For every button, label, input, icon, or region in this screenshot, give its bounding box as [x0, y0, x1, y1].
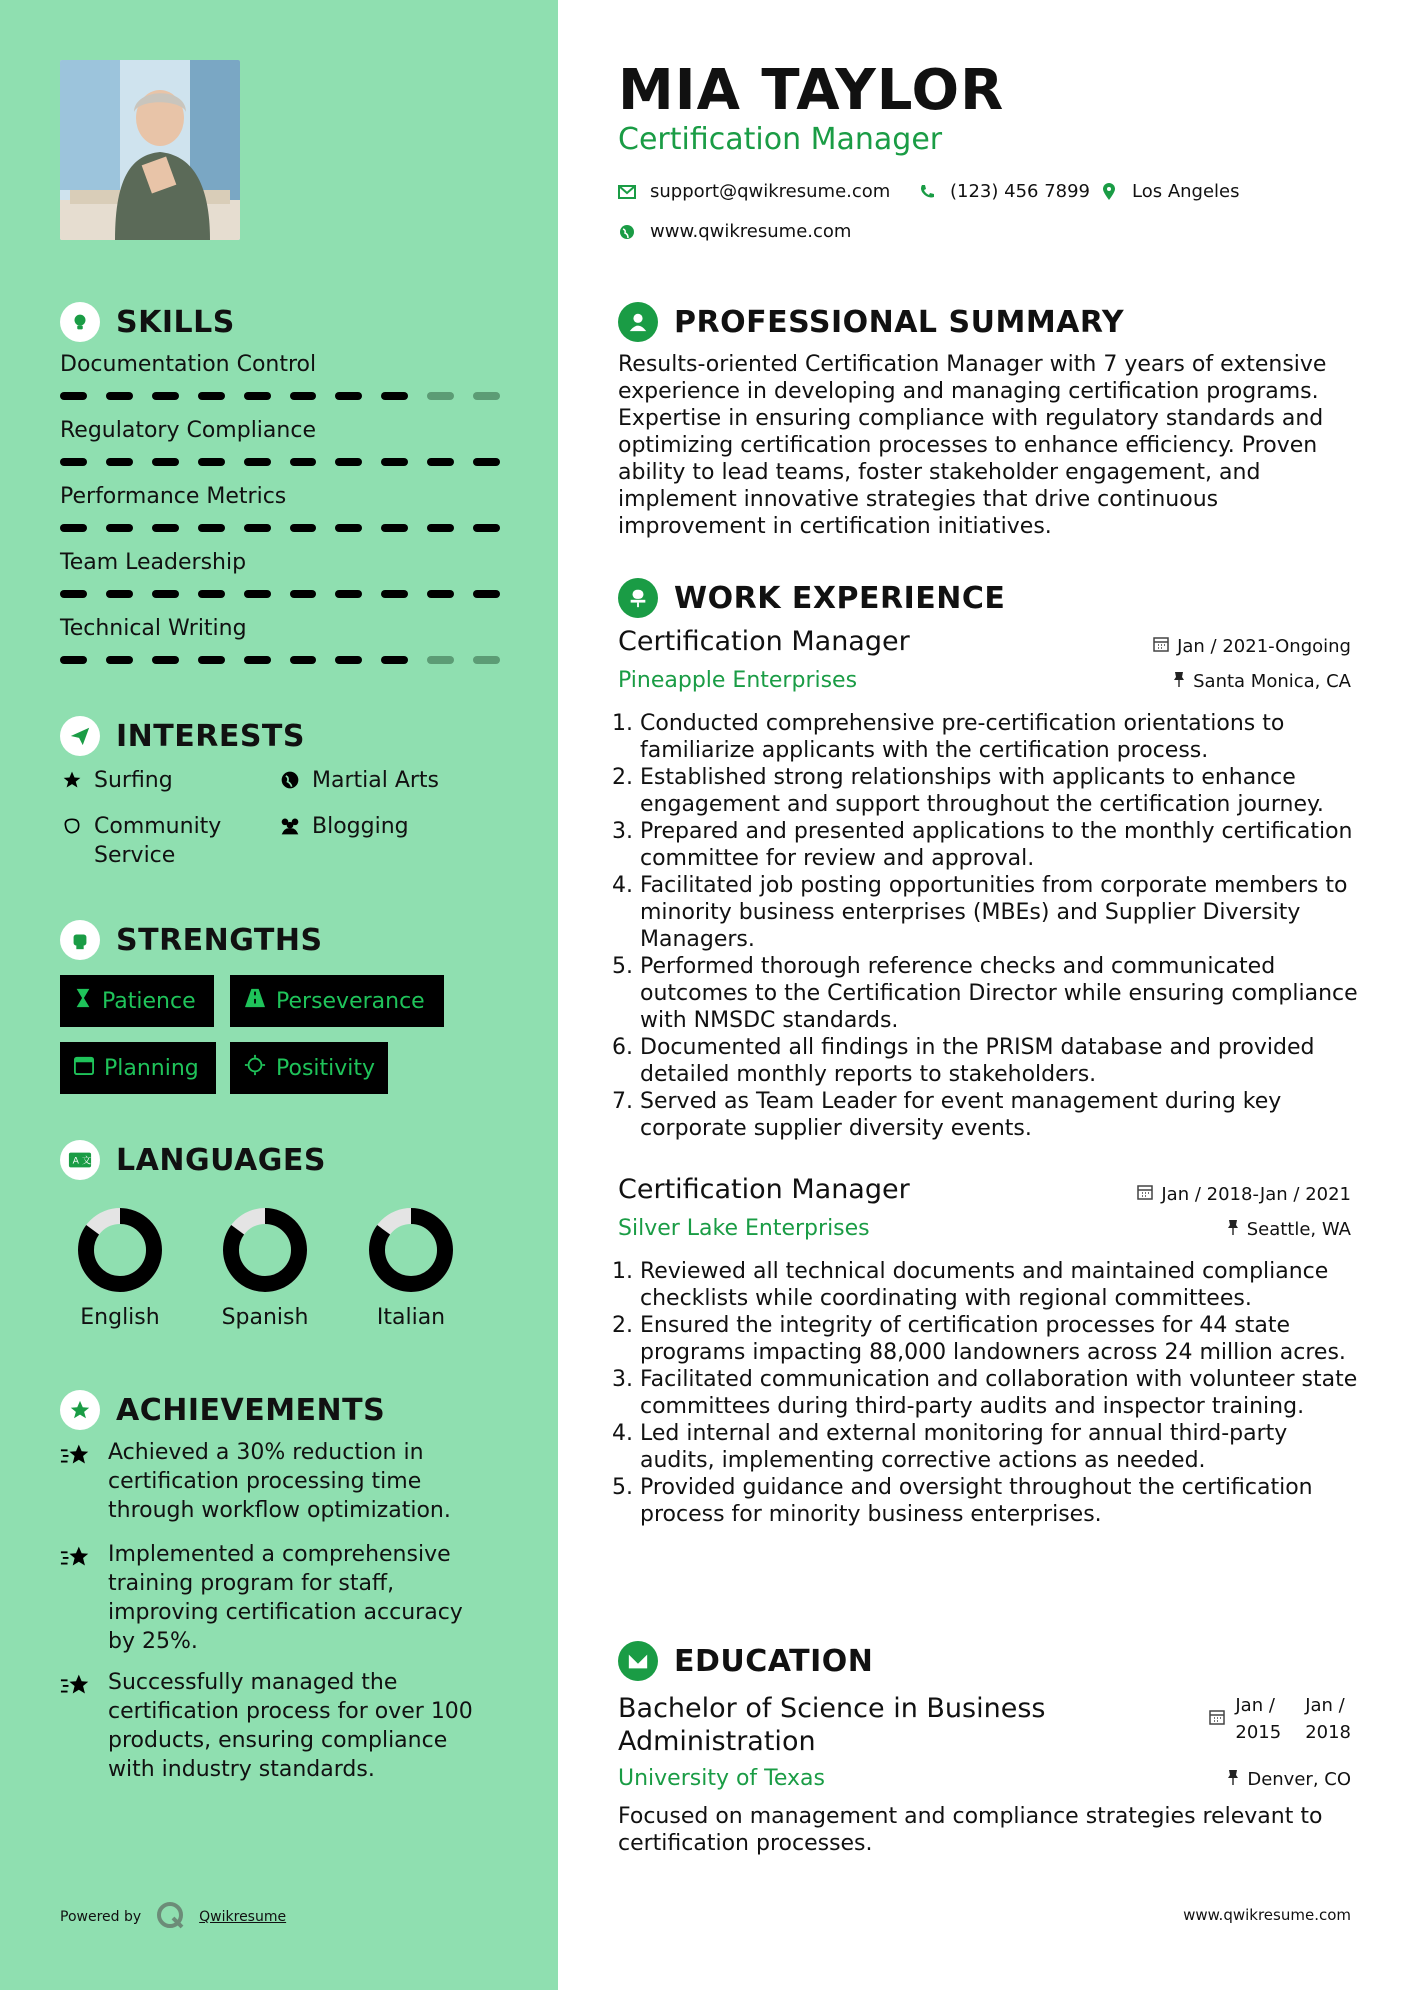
start-year: 2015 [1235, 1722, 1282, 1743]
contact-website[interactable] [618, 221, 851, 242]
education-start [1235, 1692, 1281, 1746]
skill-dash [473, 524, 500, 532]
language-ring [366, 1205, 456, 1295]
list-item: 5. Performed thorough reference checks and communicated outcomes to the Certification Director while ensuring compliance with NMSDC standards. [640, 953, 1358, 1034]
location-text: Los Angeles [1132, 181, 1240, 202]
skill-dash [198, 524, 225, 532]
road-icon [244, 988, 266, 1014]
language-ring [220, 1205, 310, 1295]
strength-tag [230, 975, 444, 1027]
interests-title: INTERESTS [116, 718, 305, 754]
pushpin-icon [1227, 1219, 1239, 1240]
education-heading [618, 1641, 873, 1681]
summary-text: Results-oriented Certification Manager with 7 years of extensive experience in developing and managing certification programs. Expertise in ensuring compliance with regulatory standards and optimizing certification processes to enhance efficiency. Proven ability to lead teams, foster stakeholder engagement, and implement innovative strategies that drive continuous improvement in certification initiatives. [618, 352, 1327, 539]
list-item: 1. Conducted comprehensive pre-certification orientations to familiarize applicants with the certification process. [640, 710, 1358, 764]
skill-item [60, 484, 500, 532]
skill-dash [381, 458, 408, 466]
interest-item [278, 812, 409, 841]
interest-label: Martial Arts [312, 768, 440, 793]
star-icon [60, 766, 84, 795]
email-text: support@qwikresume.com [650, 181, 891, 202]
powered-by [60, 1900, 286, 1934]
skill-dash [106, 656, 133, 664]
list-item: 2. Ensured the integrity of certification processes for 44 state programs impacting 88,000 landowners across 24 million acres. [640, 1312, 1358, 1366]
profile-photo [60, 60, 240, 240]
strength-label: Positivity [276, 1055, 376, 1081]
calendar-icon [1209, 1709, 1225, 1730]
degree-line: Bachelor of Science in Business [618, 1693, 1046, 1724]
skill-level-bar [60, 392, 500, 400]
job-location [1173, 671, 1351, 692]
skill-dash [244, 590, 271, 598]
achievements-heading [60, 1390, 385, 1430]
list-item: 4. Led internal and external monitoring for annual third-party audits, implementing corrective actions as needed. [640, 1420, 1358, 1474]
skill-dash [244, 524, 271, 532]
education-end [1305, 1692, 1351, 1746]
skill-dash [198, 656, 225, 664]
globe-icon [618, 224, 636, 240]
interest-label: Blogging [312, 814, 409, 839]
skill-dash [473, 458, 500, 466]
globe-icon [278, 766, 302, 795]
interest-item [60, 766, 173, 795]
interests-heading [60, 716, 305, 756]
main-content [558, 0, 1407, 1990]
skill-item [60, 418, 500, 466]
interest-label: Community Service [94, 814, 222, 868]
education-title: EDUCATION [674, 1643, 874, 1679]
skill-dash [290, 458, 317, 466]
users-icon [278, 812, 302, 841]
job-company: Pineapple Enterprises [618, 668, 858, 693]
skill-level-bar [60, 458, 500, 466]
list-item: 4. Facilitated job posting opportunities from corporate members to minority business enterprises (MBEs) and Supplier Diversity Managers. [640, 872, 1358, 953]
qwikresume-logo-icon [155, 1900, 185, 1934]
skills-heading [60, 302, 235, 342]
contact-phone[interactable] [918, 181, 1090, 202]
list-item: 3. Facilitated communication and collaboration with volunteer state committees during third-party audits and inspector training. [640, 1366, 1358, 1420]
end-year: 2018 [1305, 1722, 1351, 1743]
skill-level-bar [60, 524, 500, 532]
summary-title: PROFESSIONAL SUMMARY [674, 304, 1125, 340]
skill-dash [290, 656, 317, 664]
skill-label: Team Leadership [60, 550, 247, 575]
website-text: www.qwikresume.com [650, 221, 852, 242]
language-item [351, 1205, 471, 1330]
medal-icon [60, 1390, 100, 1430]
paper-plane-icon [60, 716, 100, 756]
summary-heading [618, 302, 1124, 342]
hand-icon [60, 812, 84, 870]
list-item: 6. Documented all findings in the PRISM database and provided detailed monthly reports to stakeholders. [640, 1034, 1358, 1088]
interest-label: Surfing [94, 768, 173, 793]
achievement-text: Implemented a comprehensive training program for staff, improving certification accuracy by 25%. [108, 1542, 463, 1654]
strength-label: Planning [104, 1055, 199, 1081]
phone-text: (123) 456 7899 [950, 181, 1091, 202]
calendar-icon [1137, 1184, 1153, 1205]
skill-dash [290, 392, 317, 400]
lightbulb-icon [60, 302, 100, 342]
skill-level-bar [60, 590, 500, 598]
skill-dash [335, 656, 362, 664]
contact-email[interactable] [618, 181, 890, 202]
phone-icon [918, 184, 936, 200]
skill-dash [198, 458, 225, 466]
achievement-item [60, 1540, 490, 1656]
school-name: University of Texas [618, 1766, 825, 1791]
language-label: Spanish [221, 1305, 309, 1330]
job-title: Certification Manager [618, 1174, 910, 1205]
skill-dash [381, 392, 408, 400]
strength-label: Patience [102, 988, 196, 1014]
translate-icon [60, 1140, 100, 1180]
education-dates [1209, 1692, 1351, 1746]
pushpin-icon [1173, 671, 1185, 692]
skill-dash [60, 458, 87, 466]
skill-dash [152, 524, 179, 532]
education-location-text: Denver, CO [1247, 1769, 1351, 1790]
strengths-heading [60, 920, 323, 960]
strength-tag [230, 1042, 388, 1094]
start-month: Jan / [1235, 1695, 1275, 1716]
achievement-item [60, 1668, 490, 1784]
job-title: Certification Manager [618, 626, 910, 657]
job-dates-text: Jan / 2018-Jan / 2021 [1161, 1184, 1351, 1205]
strength-tag [60, 975, 214, 1027]
skill-dash [198, 590, 225, 598]
skill-label: Regulatory Compliance [60, 418, 316, 443]
skill-dash [60, 524, 87, 532]
skill-dash [427, 392, 454, 400]
education-location [1227, 1769, 1351, 1790]
skill-dash [106, 458, 133, 466]
job-dates [1153, 636, 1351, 657]
svg-text:文: 文 [81, 1155, 92, 1167]
skill-dash [152, 590, 179, 598]
pushpin-icon [1227, 1769, 1239, 1790]
job-bullets [618, 1258, 1358, 1528]
job-dates [1137, 1184, 1351, 1205]
skill-dash [335, 524, 362, 532]
powered-by-label: Powered by [60, 1909, 142, 1925]
list-item: 7. Served as Team Leader for event management during key corporate supplier diversity events. [640, 1088, 1358, 1142]
skill-dash [290, 590, 317, 598]
experience-heading [618, 578, 1005, 618]
skills-title: SKILLS [116, 304, 235, 340]
skill-dash [60, 392, 87, 400]
interest-item [60, 812, 260, 870]
skill-dash [335, 590, 362, 598]
skill-dash [152, 656, 179, 664]
skill-dash [290, 524, 317, 532]
achievement-item [60, 1438, 490, 1525]
degree-line: Administration [618, 1726, 816, 1757]
brand-link[interactable]: Qwikresume [199, 1909, 287, 1925]
achievements-title: ACHIEVEMENTS [116, 1392, 386, 1428]
skill-dash [244, 392, 271, 400]
list-item: 1. Reviewed all technical documents and maintained compliance checklists while coordinating with regional committees. [640, 1258, 1358, 1312]
achievement-text: Successfully managed the certification process for over 100 products, ensuring compliance with industry standards. [108, 1670, 473, 1782]
svg-text:A: A [72, 1155, 79, 1167]
sun-icon [244, 1054, 266, 1082]
skill-level-bar [60, 656, 500, 664]
candidate-role: Certification Manager [618, 122, 943, 157]
map-pin-icon [1100, 183, 1118, 201]
job-location-text: Santa Monica, CA [1193, 671, 1351, 692]
candidate-name: MIA TAYLOR [618, 58, 1005, 123]
language-item [205, 1205, 325, 1330]
list-item: 2. Established strong relationships with applicants to enhance engagement and support throughout the certification journey. [640, 764, 1358, 818]
star-badge-icon [60, 1540, 94, 1656]
strength-tag [60, 1042, 216, 1094]
skill-dash [60, 656, 87, 664]
language-item [60, 1205, 180, 1330]
skill-dash [152, 458, 179, 466]
skill-label: Technical Writing [60, 616, 247, 641]
interest-item [278, 766, 439, 795]
calendar-icon [1153, 636, 1169, 657]
language-label: English [80, 1305, 160, 1330]
fist-icon [60, 920, 100, 960]
education-description: Focused on management and compliance strategies relevant to certification processes. [618, 1804, 1323, 1856]
experience-title: WORK EXPERIENCE [674, 580, 1006, 616]
skill-dash [473, 392, 500, 400]
skill-dash [427, 590, 454, 598]
language-ring [75, 1205, 165, 1295]
skill-item [60, 550, 500, 598]
star-badge-icon [60, 1438, 94, 1525]
skill-dash [473, 590, 500, 598]
skill-dash [106, 392, 133, 400]
languages-title: LANGUAGES [116, 1142, 326, 1178]
skill-dash [381, 590, 408, 598]
contact-location [1100, 181, 1240, 202]
skill-label: Documentation Control [60, 352, 317, 377]
end-month: Jan / [1305, 1695, 1345, 1716]
job-bullets [618, 710, 1358, 1142]
skill-dash [427, 524, 454, 532]
list-item: 3. Prepared and presented applications to the monthly certification committee for review and approval. [640, 818, 1358, 872]
skill-dash [244, 656, 271, 664]
strengths-title: STRENGTHS [116, 922, 323, 958]
skill-dash [427, 458, 454, 466]
skill-dash [244, 458, 271, 466]
skill-dash [106, 524, 133, 532]
star-badge-icon [60, 1668, 94, 1784]
graduate-icon [618, 1641, 658, 1681]
skill-dash [381, 656, 408, 664]
skill-dash [427, 656, 454, 664]
skill-dash [335, 392, 362, 400]
envelope-icon [618, 185, 636, 199]
job-dates-text: Jan / 2021-Ongoing [1177, 636, 1351, 657]
skill-dash [152, 392, 179, 400]
skill-dash [473, 656, 500, 664]
sidebar [0, 0, 558, 1990]
job-location [1227, 1219, 1351, 1240]
user-icon [618, 302, 658, 342]
language-label: Italian [376, 1305, 446, 1330]
skill-dash [106, 590, 133, 598]
achievement-text: Achieved a 30% reduction in certification processing time through workflow optimization. [108, 1440, 451, 1523]
skill-dash [60, 590, 87, 598]
job-company: Silver Lake Enterprises [618, 1216, 870, 1241]
degree-title [618, 1692, 1045, 1758]
footer-url[interactable]: www.qwikresume.com [1183, 1906, 1351, 1924]
skill-item [60, 616, 500, 664]
calendar-icon [74, 1055, 94, 1081]
skill-dash [335, 458, 362, 466]
skill-dash [198, 392, 225, 400]
list-item: 5. Provided guidance and oversight throughout the certification process for minority business enterprises. [640, 1474, 1358, 1528]
hourglass-icon [74, 988, 92, 1014]
job-location-text: Seattle, WA [1246, 1219, 1351, 1240]
skill-dash [381, 524, 408, 532]
strength-label: Perseverance [276, 988, 425, 1014]
languages-heading [60, 1140, 326, 1180]
briefcase-icon [618, 578, 658, 618]
skill-label: Performance Metrics [60, 484, 287, 509]
skill-item [60, 352, 500, 400]
